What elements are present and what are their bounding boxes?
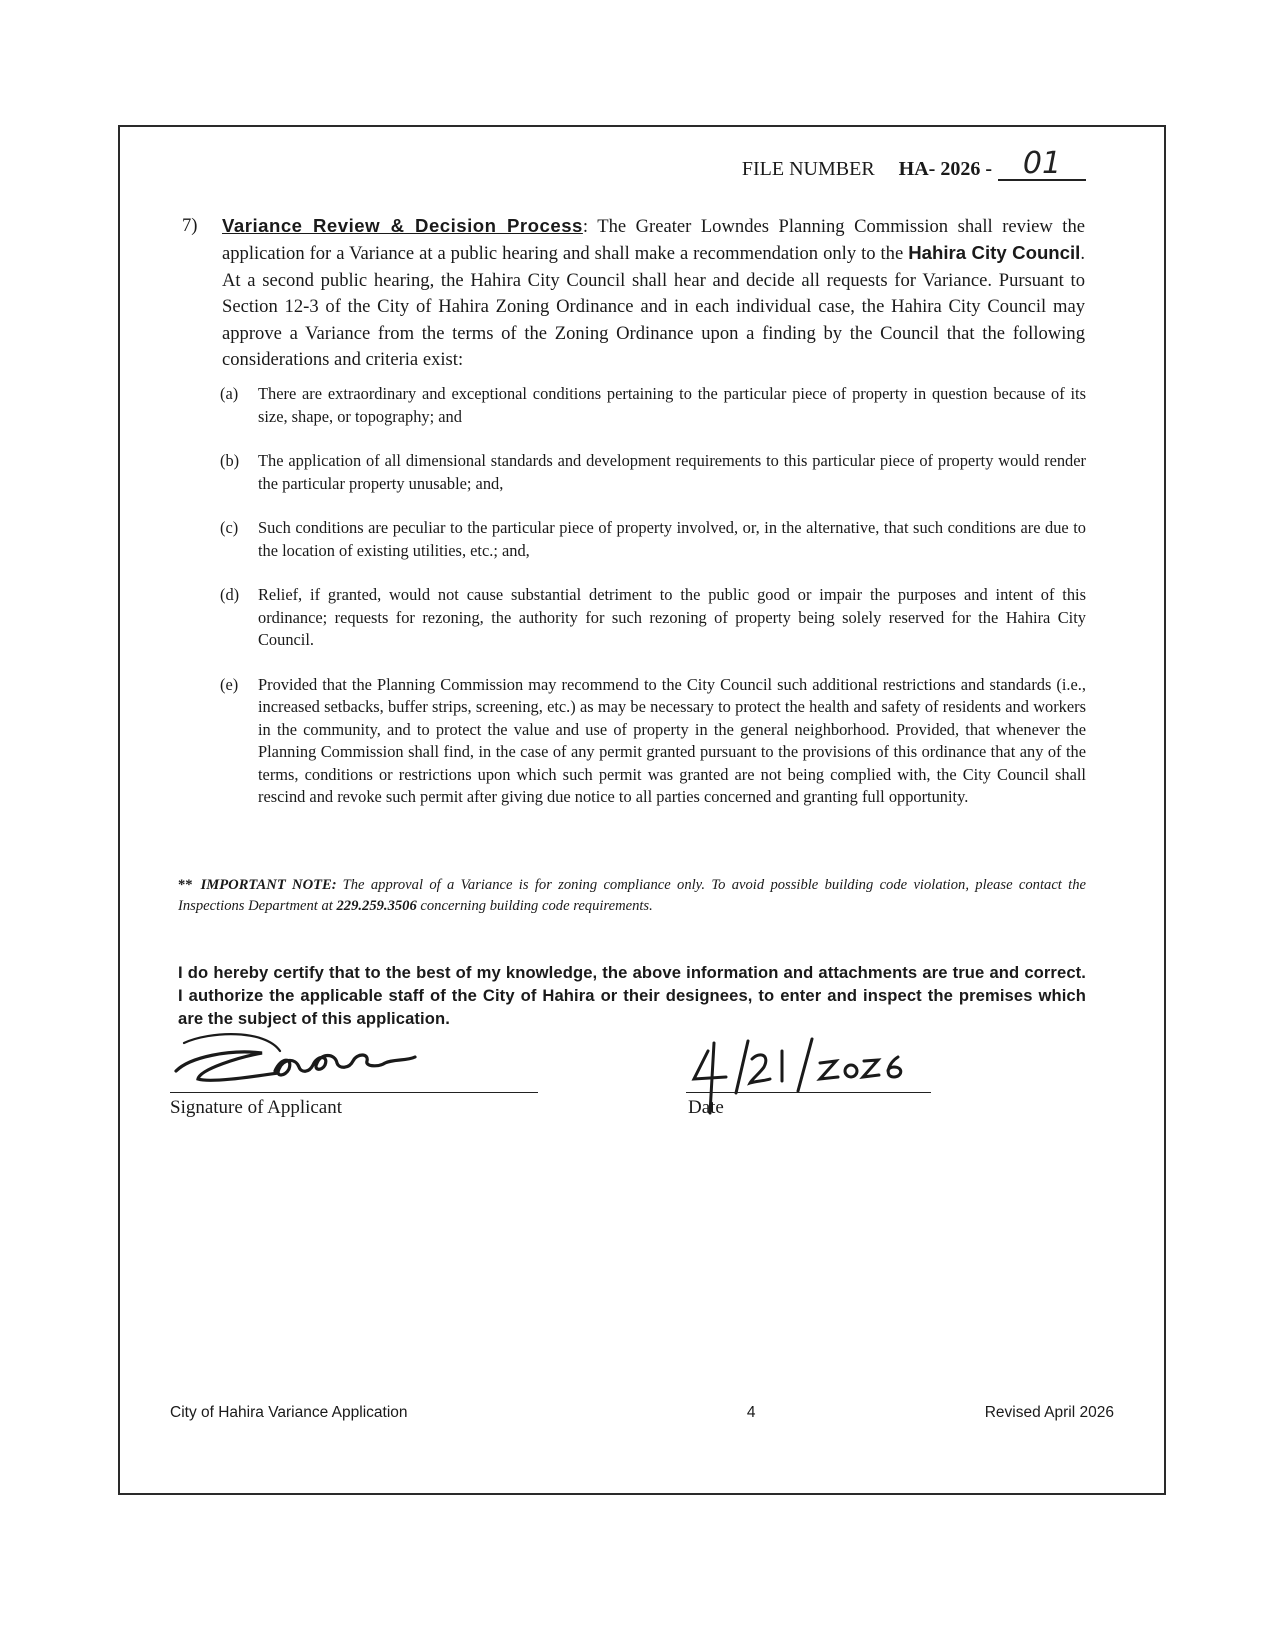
criterion-text: The application of all dimensional standards and development requirements to this particular piece of property would render the particular property unusable; and, xyxy=(258,451,1086,493)
inspections-phone: 229.259.3506 xyxy=(336,898,417,914)
date-label: Date xyxy=(688,1097,724,1118)
criterion-b xyxy=(220,450,1086,495)
variance-review-section xyxy=(182,213,1085,373)
handwritten-date xyxy=(686,1017,986,1117)
criterion-letter: (c) xyxy=(220,518,239,537)
file-number-label: FILE NUMBER xyxy=(741,158,875,180)
criterion-text: Provided that the Planning Commission may recommend to the City Council such additional restrictions and standards (i.e., increased setbacks, buffer strips, screening, etc.) as may be necessary to protect the health and safety of residents and workers in the community, and to protect the value and use of property in the general neighborhood. Provided, that whenever the Planning Commission shall find, in the case of any permit granted pursuant to the provisions of this ordinance that any of the terms, conditions or restrictions upon which such permit was granted are not being complied with, the City Council shall rescind and revoke such permit after giving due notice to all parties concerned and granting full opportunity. xyxy=(258,674,1086,806)
handwritten-signature xyxy=(170,1027,540,1097)
file-number-prefix: HA- 2026 - xyxy=(898,158,992,180)
criterion-a xyxy=(220,383,1086,428)
note-stars: ** xyxy=(178,877,193,893)
page-number: 4 xyxy=(746,1404,756,1421)
signature-label: Signature of Applicant xyxy=(170,1097,343,1118)
section-paragraph xyxy=(222,213,1085,373)
page-footer xyxy=(170,1404,1114,1422)
criterion-letter: (a) xyxy=(220,384,239,403)
page-frame xyxy=(118,125,1166,1495)
criterion-d xyxy=(220,584,1086,652)
section-text-1: : The Greater Lowndes Planning Commission shall review the application for a Variance at a public hearing and shall make a recommendation only to the xyxy=(222,216,1085,265)
criterion-letter: (d) xyxy=(220,585,240,604)
file-number-value: 01 xyxy=(998,149,1086,181)
signature-block xyxy=(170,1027,540,1127)
criterion-e xyxy=(220,674,1086,809)
criterion-letter: (b) xyxy=(220,451,240,470)
section-title: Variance Review & Decision Process xyxy=(222,215,583,236)
certification-statement: I do hereby certify that to the best of my knowledge, the above information and attachments are true and correct. I authorize the applicable staff of the City of Hahira or their designees, to enter and inspect the premises which are the subject of this application. xyxy=(178,963,1086,1028)
footer-title: City of Hahira Variance Application xyxy=(170,1404,408,1421)
date-line xyxy=(686,1092,931,1093)
criterion-text: There are extraordinary and exceptional conditions pertaining to the particular piece of property in question because of its size, shape, or topography; and xyxy=(258,384,1086,426)
section-text-2: . At a second public hearing, the Hahira City Council shall hear and decide all requests for Variance. Pursuant to Section 12-3 of the City of Hahira Zoning Ordinance and in each individual case, the Hahira City Council may approve a Variance from the terms of the Zoning Ordinance upon a finding by the Council that the following considerations and criteria exist: xyxy=(222,243,1085,371)
criterion-text: Relief, if granted, would not cause substantial detriment to the public good or impair the purposes and intent of this ordinance; requests for rezoning, the authority for such rezoning of property being solely reserved for the Hahira City Council. xyxy=(258,585,1086,649)
note-label: IMPORTANT NOTE: xyxy=(200,877,337,893)
criterion-letter: (e) xyxy=(220,674,239,694)
note-text-1: The approval of a Variance is for zoning compliance only. To avoid possible building code violation, please contact the Inspections Department at xyxy=(178,877,1086,914)
note-text-2: concerning building code requirements. xyxy=(416,898,653,914)
section-number: 7) xyxy=(182,215,198,236)
criterion-text: Such conditions are peculiar to the particular piece of property involved, or, in the alternative, that such conditions are due to the location of existing utilities, etc.; and, xyxy=(258,518,1086,560)
signature-line xyxy=(170,1092,538,1093)
section-council: Hahira City Council xyxy=(908,242,1081,264)
footer-revised: Revised April 2026 xyxy=(984,1404,1114,1421)
date-block xyxy=(686,1017,986,1127)
criteria-list xyxy=(220,383,1086,831)
important-note xyxy=(178,875,1086,917)
criterion-c xyxy=(220,517,1086,562)
file-number xyxy=(741,146,1086,181)
